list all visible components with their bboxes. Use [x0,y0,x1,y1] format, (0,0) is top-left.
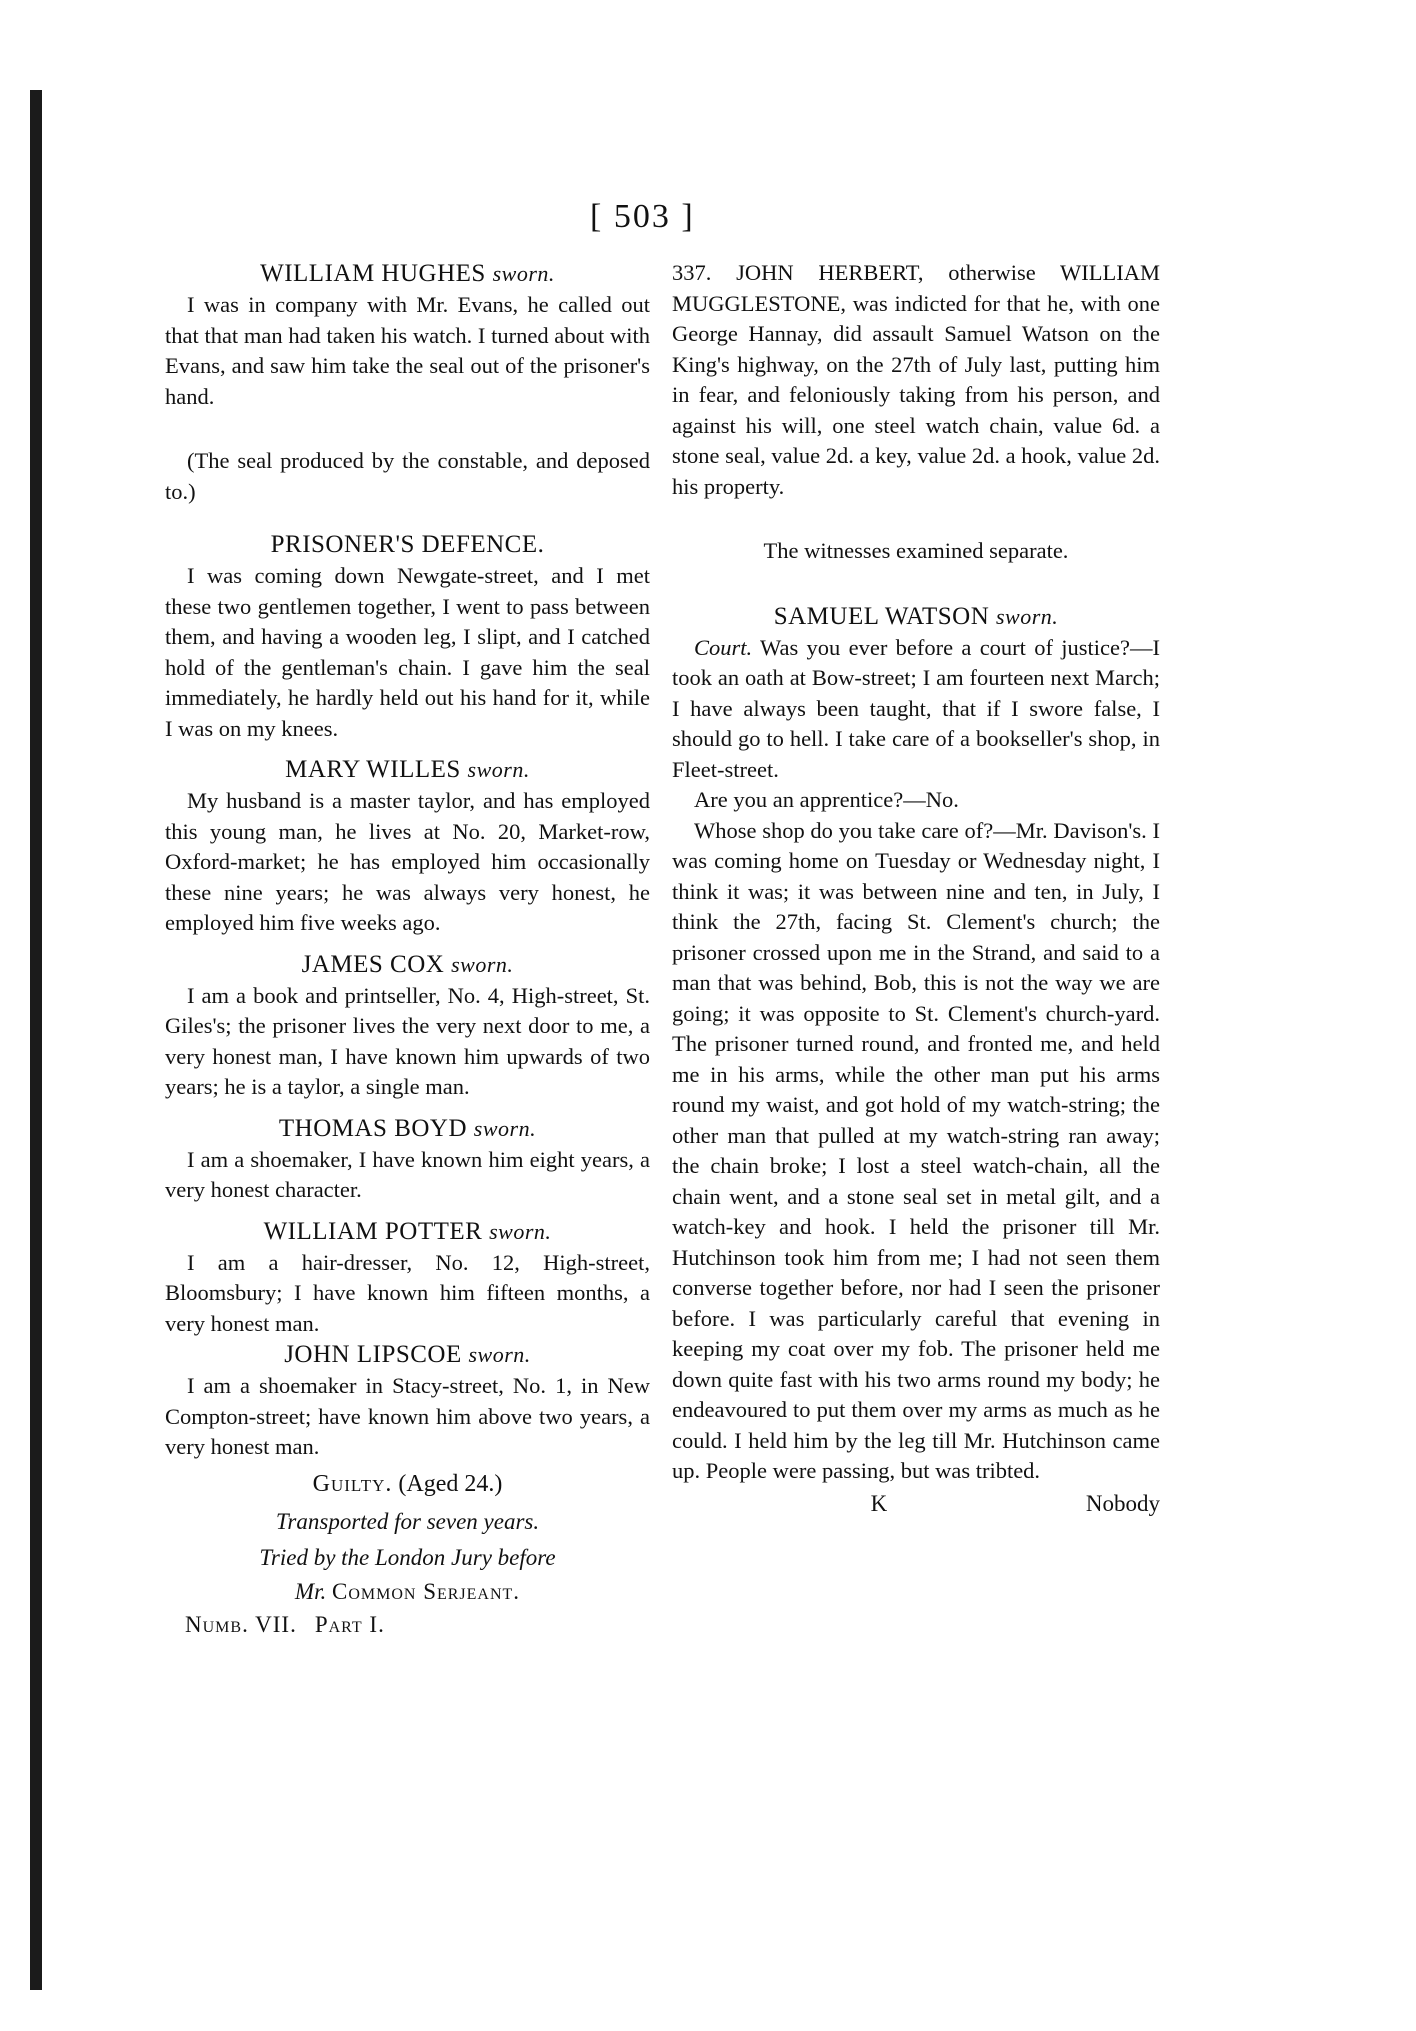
case-indictment [672,258,1160,502]
tried-line-2 [165,1578,650,1606]
witness-name: MARY WILLES [285,756,461,783]
left-column [165,258,650,1640]
sworn-label: sworn. [468,1342,531,1367]
court-label: Court. [694,634,753,660]
witness-name: SAMUEL WATSON [773,602,990,630]
witness-heading-lipscoe [165,1339,650,1371]
right-column [672,258,1160,1519]
signature-mark: K [870,1490,888,1516]
witness-name: WILLIAM POTTER [263,1217,483,1245]
verdict-line [165,1469,650,1500]
sworn-label: sworn. [489,1218,552,1244]
witness-heading-hughes [165,258,650,290]
court-question [672,633,1160,786]
footer-number: Numb. VII. [185,1611,297,1637]
catchword-row [672,1489,1160,1520]
sworn-label: sworn. [492,261,555,286]
witness-heading-potter [165,1216,650,1248]
sworn-label: sworn. [996,603,1059,629]
separate-note: The witnesses examined separate. [763,538,1069,563]
page-number: [ 503 ] [590,198,695,235]
verdict: Guilty. [312,1470,393,1497]
testimony-paragraph: I was in company with Mr. Evans, he called out that that man had taken his watch. I turned about with Evans, and saw him take the seal out of the prisoner's hand. [165,292,650,409]
testimony-paragraph: My husband is a master taylor, and has employed this young man, he lives at No. 20, Market-row, Oxford-market; he has employed him occasionally these nine years; he was always very honest, he employed him five weeks ago. [165,788,650,935]
binding-shadow [30,90,42,1990]
sworn-label: sworn. [467,757,530,782]
case-text: JOHN HERBERT, otherwise WILLIAM MUGGLESTONE, was indicted for that he, with one George Hannay, did assault Samuel Watson on the King's highway, on the 27th of July last, putting him in fear, and feloniously taking from his person, and against his will, one steel watch chain, value 6d. a stone seal, value 2d. a key, value 2d. a hook, value 2d. his property. [672,260,1161,499]
witness-name: WILLIAM HUGHES [260,260,486,287]
defence-heading: PRISONER'S DEFENCE. [270,531,545,558]
sworn-label: sworn. [473,1115,537,1141]
sworn-label: sworn. [451,951,514,977]
witness-name: JOHN LIPSCOE [284,1341,462,1368]
footer-part: Part I. [314,1611,385,1637]
signature-footer [165,1610,650,1641]
case-number: 337. [672,260,712,285]
witness-heading-cox [165,949,650,981]
witness-name: JAMES COX [301,950,445,978]
testimony-paragraph: I am a shoemaker in Stacy-street, No. 1, in New Compton-street; have known him above two years, a very honest man. [165,1373,650,1459]
seal-note: (The seal produced by the constable, and deposed to.) [165,448,650,504]
apprentice-question: Are you an apprentice?—No. [694,787,959,812]
testimony-paragraph: I am a hair-dresser, No. 12, High-street, Bloomsbury; I have known him fifteen months, a very honest man. [165,1249,650,1336]
tried-line-1: Tried by the London Jury before [259,1544,556,1570]
witness-heading-boyd [165,1113,650,1145]
age: (Aged 24.) [398,1470,503,1497]
testimony-paragraph: I am a book and printseller, No. 4, High-street, St. Giles's; the prisoner lives the very next door to me, a very honest man, I have known him upwards of two years; he is a taylor, a single man. [165,982,650,1099]
court-text: Was you ever before a court of justice?—I took an oath at Bow-street; I am fourteen next March; I have always been taught, that if I swore false, I should go to hell. I take care of a bookseller's shop, in Fleet-street. [672,634,1160,782]
defence-paragraph: I was coming down Newgate-street, and I met these two gentlemen together, I went to pass between them, and having a wooden leg, I slipt, and I catched hold of the gentleman's chain. I gave him the seal immediately, he hardly held out his hand for it, while I was on my knees. [165,563,650,741]
shop-testimony: Whose shop do you take care of?—Mr. Davison's. I was coming home on Tuesday or Wednesday night, I think it was; it was between nine and ten, in July, I think the 27th, facing St. Clement's church; the prisoner crossed upon me in the Strand, and said to a man that was behind, Bob, this is not the way we are going; it was opposite to St. Clement's church-yard. The prisoner turned round, and fronted me, and held me in his arms, while the other man put his arms round my waist, and got hold of my watch-string; the other man that pulled at my watch-string ran away; the chain broke; I lost a steel watch-chain, all the chain went, and a stone seal set in metal gilt, and a watch-key and hook. I held the prisoner till Mr. Hutchinson took him from me; I had not seen them converse together before, nor had I seen the prisoner before. I was particularly careful that evening in keeping my coat over my fob. The prisoner held me down quite fast with his two arms round my body; he endeavoured to put them over my arms as much as he could. I held him by the leg till Mr. Hutchinson came up. People were passing, but was tribted. [672,817,1160,1483]
witness-heading-willes [165,754,650,786]
sentence: Transported for seven years. [275,1509,540,1534]
testimony-paragraph: I am a shoemaker, I have known him eight years, a very honest character. [165,1146,650,1202]
tried-mr: Mr. [294,1578,327,1604]
witness-name: THOMAS BOYD [278,1114,468,1142]
witness-heading-watson [672,601,1160,633]
catchword: Nobody [1085,1490,1160,1516]
tried-judge: Common Serjeant. [331,1578,521,1604]
